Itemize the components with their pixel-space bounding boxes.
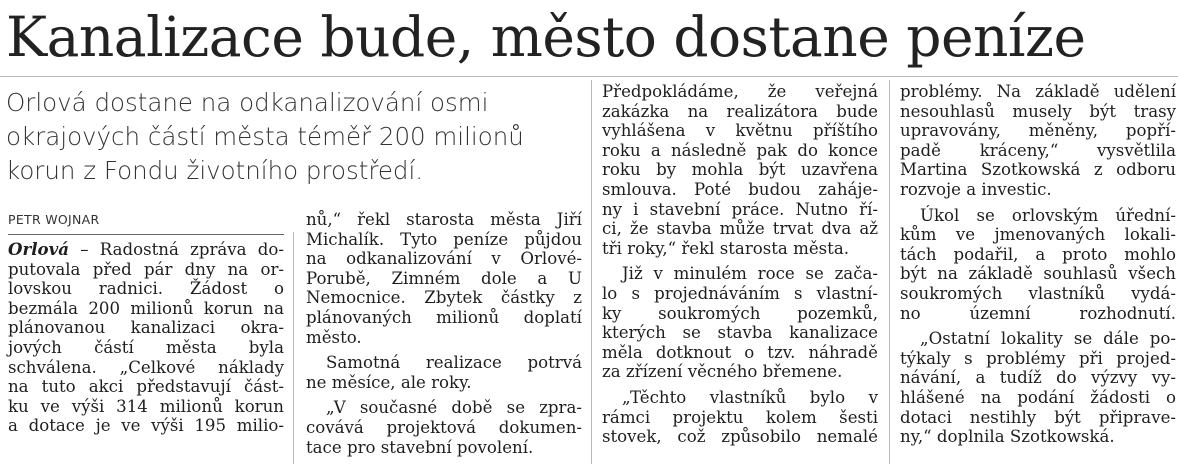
- text-line: problémy. Na základě udělení: [900, 82, 1176, 101]
- text-line: Michalík. Tyto peníze půjdou: [306, 229, 582, 249]
- text-line: dotaci nestihly být připrave-: [900, 407, 1176, 427]
- text-line: a dotace je ve výši 195 milio-: [8, 416, 284, 436]
- text-line: „V současné době se zpra-: [326, 398, 582, 418]
- text-line: rozvoje a investic.: [900, 179, 1052, 199]
- text-line: tace pro stavební povolení.: [306, 437, 534, 457]
- text-line: Předpokládáme, že veřejná: [602, 82, 878, 101]
- text-line: tách podařil, a proto mohlo: [900, 244, 1176, 264]
- byline-divider: [8, 234, 284, 235]
- column-divider: [889, 80, 890, 464]
- text-line: „Ostatní lokality se dále po-: [920, 329, 1176, 349]
- text-line: lovskou radnici. Žádost o: [8, 279, 284, 299]
- text-line: na tuto akci představují část-: [8, 377, 284, 397]
- text-line: na odkanalizování v Orlové-: [306, 249, 582, 269]
- column-divider: [591, 80, 592, 464]
- author-byline: PETR WOJNAR: [8, 212, 100, 227]
- text-line: být na základě souhlasů všech: [900, 264, 1176, 284]
- text-line: nesouhlasů musely být trasy: [900, 101, 1176, 121]
- text-line: roku a následně pak do konce: [602, 140, 878, 160]
- text-line: návání, a tudíž do výzvy vy-: [900, 368, 1176, 388]
- text-line: Již v minulém roce se zača-: [622, 264, 878, 284]
- text-line: ny i stavební práce. Nutno ří-: [602, 199, 878, 219]
- text-line: covává projektová dokumen-: [306, 417, 582, 437]
- text-line: ky soukromých pozemků,: [602, 303, 878, 323]
- column-divider: [293, 232, 294, 464]
- article-column-4: [900, 82, 1176, 447]
- text-line: ny,“ doplnila Szotkowská.: [900, 427, 1115, 447]
- text-line: Úkol se orlovským úřední-: [920, 205, 1176, 225]
- text-line: roku by mohla být uzavřena: [602, 160, 878, 180]
- text-line: Orlová – Radostná zpráva do-: [8, 239, 284, 259]
- article-headline: Kanalizace bude, město dostane peníze: [6, 5, 1086, 69]
- text-line: lo s projednáváním s vlastní-: [602, 283, 878, 303]
- lede-line: okrajových částí města téměř 200 milionů: [6, 122, 524, 151]
- text-line: Samotná realizace potrvá: [326, 353, 582, 373]
- article-column-1: [8, 240, 284, 436]
- text-line: putovala před pár dny na or-: [8, 259, 284, 279]
- text-line: stovek, což způsobilo nemalé: [602, 427, 878, 447]
- text-line: vyhlášena v květnu příštího: [602, 121, 878, 141]
- text-line: rámci projektu kolem šesti: [602, 407, 878, 427]
- text-line: ku ve výši 314 milionů korun: [8, 396, 284, 416]
- text-line: za zřízení věcného břemene.: [602, 362, 843, 382]
- text-line: hlášené na podání žádosti o: [900, 387, 1176, 407]
- text-line: smlouva. Poté budou zaháje-: [602, 179, 878, 199]
- text-line: ci, že stavba může trvat dva až: [602, 219, 878, 239]
- text-line: plánovanou kanalizaci okra-: [8, 318, 284, 338]
- article-column-3: [602, 82, 878, 447]
- text-line: nů,“ řekl starosta města Jiří: [306, 210, 582, 229]
- text-line: tři roky,“ řekl starosta města.: [602, 238, 850, 258]
- text-line: Porubě, Zimném dole a U: [306, 268, 582, 288]
- text-line: plánovaných milionů doplatí: [306, 307, 582, 327]
- text-line: zakázka na realizátora bude: [602, 101, 878, 121]
- text-line: kterých se stavba kanalizace: [602, 323, 878, 343]
- text-line: soukromých vlastníků vydá-: [900, 283, 1176, 303]
- lede-line: Orlová dostane na odkanalizování osmi: [6, 88, 489, 117]
- text-line: Nemocnice. Zbytek částky z: [306, 288, 582, 308]
- headline-divider: [0, 76, 1178, 77]
- text-line: město.: [306, 327, 362, 347]
- dateline: Orlová: [8, 239, 69, 259]
- text-line: kům ve jmenovaných lokali-: [900, 225, 1176, 245]
- article-column-2: [306, 210, 582, 457]
- lede-line: korun z Fondu životního prostředí.: [6, 156, 424, 185]
- text-line: týkaly s problémy při projed-: [900, 348, 1176, 368]
- text-line: ne měsíce, ale roky.: [306, 372, 472, 392]
- text-line: Martina Szotkowská z odboru: [900, 160, 1176, 180]
- text-line: bezmála 200 milionů korun na: [8, 298, 284, 318]
- text-line: „Těchto vlastníků bylo v: [622, 387, 878, 407]
- text-line: upravovány, měněny, popří-: [900, 121, 1176, 141]
- text-line: no územní rozhodnutí.: [900, 303, 1176, 323]
- text-line: padě kráceny,“ vysvětlila: [900, 140, 1176, 160]
- text-line: jových částí města byla: [8, 337, 284, 357]
- article-lede: [6, 86, 586, 188]
- text-line: měla dotknout o tzv. náhradě: [602, 342, 878, 362]
- text-line: schválena. „Celkové náklady: [8, 357, 284, 377]
